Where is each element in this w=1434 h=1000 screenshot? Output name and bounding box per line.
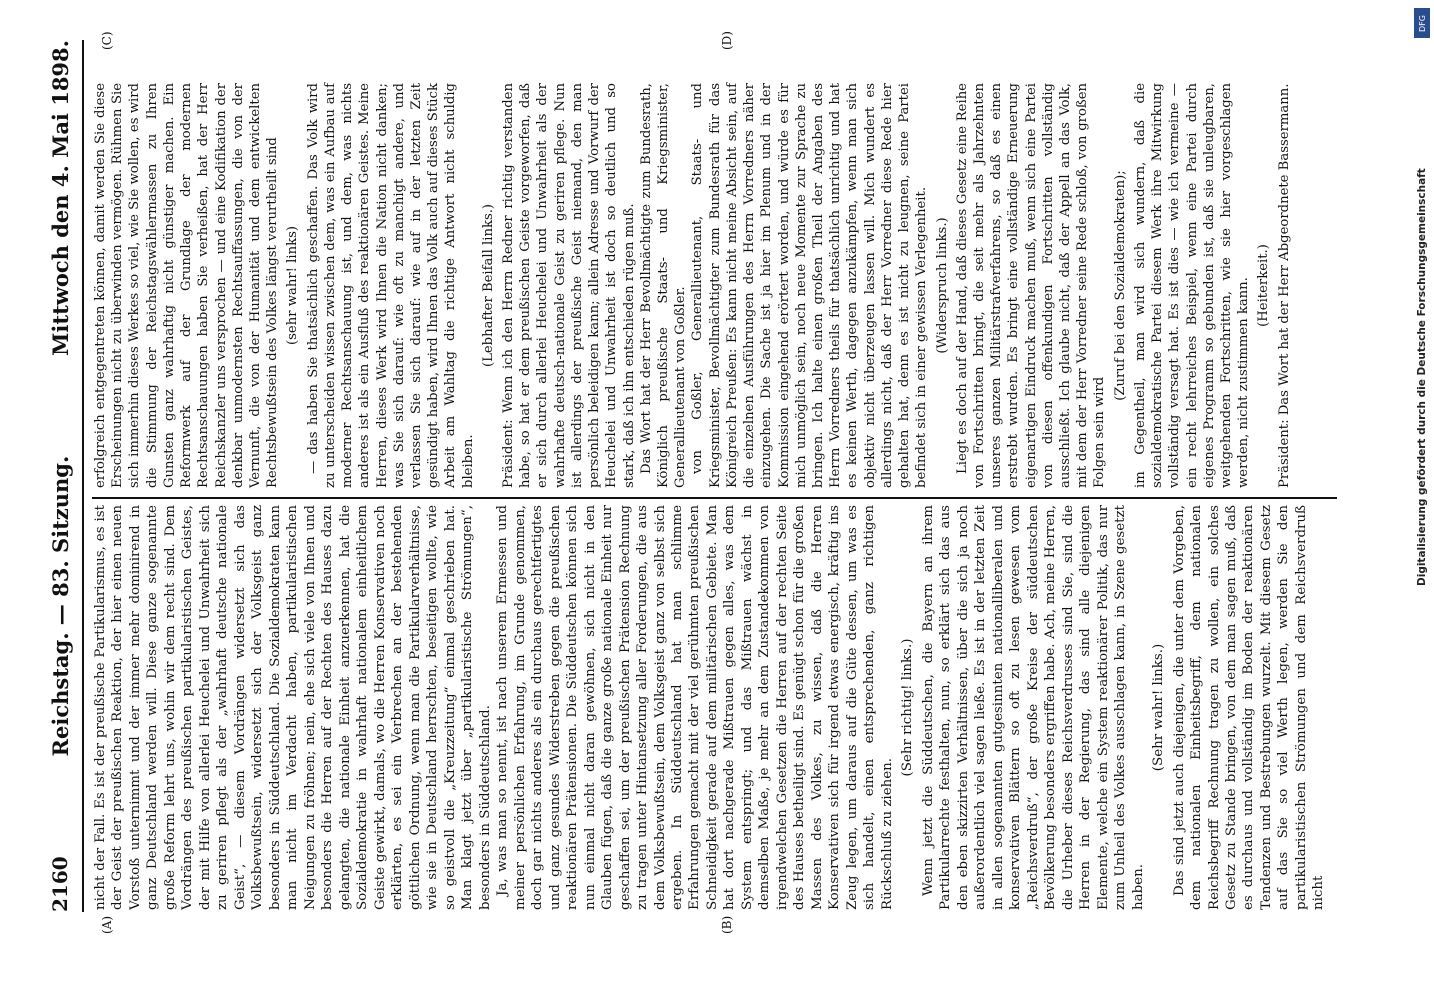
credit-text: Digitalisierung gefördert durch die Deutsche Forschungsgemeinschaft xyxy=(1416,168,1428,586)
paragraph: Das sind jetzt auch diejenigen, die unter dem Vorgeben, dem nationalen Einheitsbegriff, dem nationalen Reichsbegriff Rechnung tragen zu wollen, ein solches Gesetz zu Stande bringen, von dem man sagen muß, daß es durchaus und vollständig im Boden der reaktionären Tendenzen und Bestrebungen wurzelt. Mit diesem Gesetz auf das Sie so viel Werth legen, werden Sie den partikularistischen Strömungen und dem Reichsverdruß nicht xyxy=(1171,505,1327,910)
paragraph: Ja, was man so nennt, ist nach unserem Ermessen und meiner persönlichen Erfahrung, im Grunde genommen, doch gar nichts anderes als ein durchaus gerechtfertigtes und ganz gesundes Widerstreben gegen die preußischen reaktionären Prätensionen. Die Süddeutschen können sich nun einmal nicht daran gewöhnen, sich nicht in den Glauben fügen, daß die ganze große nationale Einheit nur geschaffen sei, um der preußischen Prätension Rechnung zu tragen unter Hintansetzung aller Forderungen, die aus dem Volksbewußtsein, dem Volksgeist ganz von selbst sich ergeben. In Süddeutschland hat man schlimme Erfahrungen gemacht mit der viel gerühmten preußischen Schneidigkeit gerade auf dem militärischen Gebiete. Man hat dort nachgerade Mißtrauen gegen alles, was dem System entspringt; und das Mißtrauen wächst in demselben Maße, je mehr an dem Zustandekommen von irgendwelchen Gesetzen die Herren auf der rechten Seite des Hauses betheiligt sind. Es genügt schon für die großen Massen des Volkes, zu wissen, daß die Herren Konservativen sich für irgend etwas energisch, kräftig ins Zeug legen, um daraus auf die Güte dessen, um was es sich handelt, einen entsprechenden, ganz richtigen Rückschluß zu ziehen. xyxy=(495,505,895,910)
session-date: Mittwoch den 4. Mai 1898. xyxy=(47,40,73,356)
margin-marker-d: (D) xyxy=(720,31,734,50)
margin-marker-a: (A) xyxy=(100,915,114,934)
interjection: (Lebhafter Beifall links.) xyxy=(480,203,496,368)
dfg-logo xyxy=(1414,8,1430,38)
margin-marker-c: (C) xyxy=(100,31,114,50)
right-text-column xyxy=(92,83,1293,488)
interjection: (Sehr richtig! links.) xyxy=(900,638,916,777)
left-text-column xyxy=(92,505,1328,910)
digitization-credit xyxy=(1412,8,1432,998)
page-header xyxy=(40,40,80,912)
interjection: (Heiterkeit.) xyxy=(1256,244,1272,327)
dfg-logo-text: DFG xyxy=(1417,14,1427,32)
paragraph: — das haben Sie thatsächlich geschaffen. Das Volk wird zu unterscheiden wissen zwischen dem, was ein Aufbau auf moderner Rechtsanschauung ist, und dem, was nichts anderes ist als ein Ausfluß des reaktionären Geistes. Meine Herren, dieses Werk wird Ihnen die Nation nicht danken; was Sie sich darauf: wie oft zu manchigt andere, und verlassen Sie sich darauf: wie auf in der letzten Zeit gesündigt haben, wird Ihnen das Volk auch auf dieses Stück Arbeit am Wahltag die richtige Antwort nicht schuldig bleiben. xyxy=(305,83,476,488)
page-number: 2160 xyxy=(48,856,72,912)
interjection: (Sehr wahr! links.) xyxy=(1151,643,1167,772)
header-rule xyxy=(82,40,84,912)
paragraph: erfolgreich entgegentreten können, damit werden Sie diese Erscheinungen nicht zu überwinden vermögen. Rühmen Sie sich immerhin dieses Werkes so viel, wie Sie wollen, es wird die Stimmung der Reichstagswählermassen zu Ihren Gunsten ganz wahrhaftig nicht günstiger machen. Ein Reformwerk auf der Grundlage der modernen Rechtsanschauungen haben Sie verheißen, hat der Herr Reichskanzler uns versprochen — und eine Kodifikation der denkbar unmodernsten Rechtsauffassungen, die von der Vernunft, die von der Humanität und dem entwickelten Rechtsbewußtsein des Volkes längst verurtheilt sind xyxy=(93,83,281,488)
interjection: (sehr wahr! links) xyxy=(285,226,301,345)
paragraph: von Goßler, Generallieutenant, Staats- und Kriegsminister, Bevollmächtigter zum Bundesrath für das Königreich Preußen: Es kann nicht meine Absicht sein, auf die einzelnen Ausführungen des Herrn Vorredners näher einzugehen. Die Sache ist ja hier im Plenum und in der Kommission eingehend erörtert worden, und würde es für mich unmöglich sein, noch neue Momente zur Sprache zu bringen. Ich halte einen großen Theil der Angaben des Herrn Vorredners theils für thatsächlich unrichtig und hat es keinen Werth, dagegen anzukämpfen, wenn man sich objektiv nicht überzeugen lassen will. Mich wundert es allerdings nicht, daß der Herr Vorredner diese Rede hier gehalten hat, denn es ist nicht zu leugnen, seine Partei befindet sich in einer gewissen Verlegenheit. xyxy=(690,83,930,488)
paragraph: im Gegentheil, man wird sich wundern, daß die sozialdemokratische Partei diesem Werk ihre Mitwirkung vollständig versagt hat. Es ist dies — wie ich vermeine — ein recht lehrreiches Beispiel, wenn eine Partei durch eigenes Programm so gebunden ist, daß sie unleugbaren, weitgehenden Fortschritten, wie sie hier vorgeschlagen werden, nicht zustimmen kann. xyxy=(1132,83,1252,488)
interjection: (Widerspruch links.) xyxy=(934,217,950,354)
paragraph: nicht der Fall. Es ist der preußische Partikularismus, es ist der Geist der preußischen Reaktion, der hier einen neuen Vorstoß unternimmt und der immer mehr dominirend in ganz Deutschland werden will. Diese ganze sogenannte große Reform lehrt uns, wohin wir dem recht sind. Dem Vordrängen des preußischen partikularistischen Geistes, der mit Hilfe von allerlei Heuchelei und Unwahrheit sich zu geriren pflegt als der „wahrhaft deutsche nationale Geist“, — diesem Vordrängen widersetzt sich das Volksbewußtsein, widersetzt sich der Volksgeist ganz besonders in Süddeutschland. Die Sozialdemokraten kann man nicht im Verdacht haben, partikularistischen Neigungen zu fröhnen; nein, ehe sich viele von Ihnen und besonders die Herren auf der Rechten des Hauses dazu gelangten, die nationale Einheit anzuerkennen, hat die Sozialdemokratie in wahrhaft nationalem einheitlichem Geiste gewirkt, damals, wo die Herren Konservativen noch erklärten, es sei ein Verbrechen an der bestehenden göttlichen Ordnung, wenn man die Partikularverhältnisse, wie sie in Deutschland herrschten, beseitigen wollte, wie so geistvoll die „Kreuzzeitung“ einmal geschrieben hat. Man klagt jetzt über „partikularistische Strömungen“, besonders in Süddeutschland. xyxy=(93,505,493,910)
interjection: (Zuruf bei den Sozialdemokraten); xyxy=(1112,170,1128,401)
paragraph: Liegt es doch auf der Hand, daß dieses Gesetz eine Reihe von Fortschritten bringt, die seit mehr als Jahrzehnten unseres ganzen Militärstrafverfahrens, so daß es einen erstrebt wurden. Es bringt eine vollständige Erneuerung eigenartigen Eindruck machen muß, wenn sich eine Partei von diesen offenkundigen Fortschritten vollständig ausschließt. Ich glaube nicht, daß der Appell an das Volk, mit dem der Herr Vorredner seine Rede schloß, von großen Folgen sein wird xyxy=(954,83,1108,488)
paragraph: Wenn jetzt die Süddeutschen, die Bayern an ihrem Partikularrechte festhalten, nun, so erklärt sich das aus den eben skizzirten Verhältnissen, über die sich ja noch außerordentlich viel sagen ließe. Es ist in der letzten Zeit in allen sogenannten gutgesinnten nationalliberalen und konservativen Blättern so oft zu lesen gewesen vom „Reichsverdruß“, der große Kreise der süddeutschen Bevölkerung besonders ergriffen habe. Ach, meine Herren, die Urheber dieses Reichsverdrusses sind Sie, sind die Herren in der Regierung, das sind alle diejenigen Elemente, welche ein System reaktionärer Politik, das nur zum Unheil des Volkes ausschlagen kann, in Szene gesetzt haben. xyxy=(920,505,1146,910)
paragraph: Präsident: Das Wort hat der Herr Abgeordnete Bassermann. xyxy=(1276,83,1292,488)
journal-title: Reichstag. — 83. Sitzung. xyxy=(47,455,73,757)
paragraph: Präsident: Wenn ich den Herrn Redner richtig verstanden habe, so hat er dem preußischen Geiste vorgeworfen, daß er sich durch allerlei Heuchelei und Unwahrheit als der wahrhafte deutsch-nationale Geist zu geriren pflege. Nun ist allerdings der preußische Geist niemand, den man persönlich beleidigen kann; allein Adresse und Vorwurf der Heuchelei und Unwahrheit ist doch so deutlich und so stark, daß ich ihn entschieden rügen muß. xyxy=(501,83,637,488)
paragraph: Das Wort hat der Herr Bevollmächtigte zum Bundesrath, Königlich preußische Staats- und Kriegsminister, Generallieutenant von Goßler. xyxy=(638,83,689,488)
column-divider xyxy=(92,497,1337,499)
margin-marker-b: (B) xyxy=(720,915,734,934)
